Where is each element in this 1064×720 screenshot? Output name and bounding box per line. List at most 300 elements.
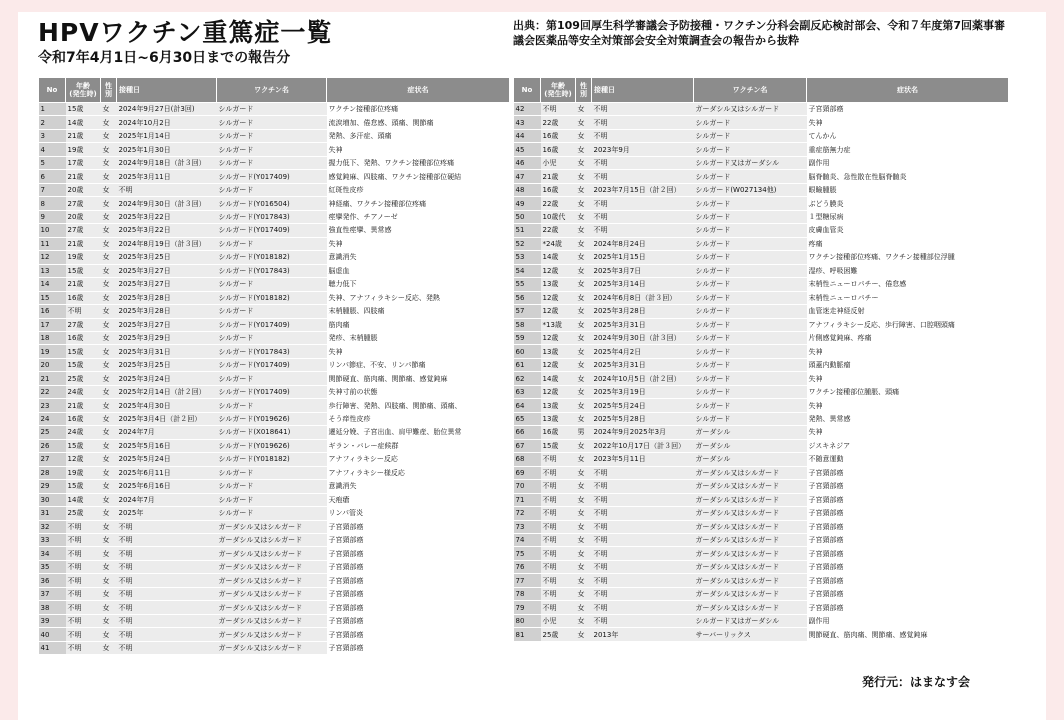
table-row: [39, 224, 510, 237]
vaccine-name: シルガード: [217, 116, 327, 129]
case-age: 不明: [66, 560, 101, 573]
vaccine-name: シルガード: [217, 278, 327, 291]
vaccination-date: 2025年3月25日: [117, 251, 217, 264]
case-age: 不明: [541, 534, 576, 547]
symptom: 天疱瘡: [327, 493, 510, 506]
symptom: 発熱、異常感: [807, 412, 1009, 425]
case-age: 21歳: [66, 237, 101, 250]
table-row: [39, 251, 510, 264]
case-no: 77: [514, 574, 541, 587]
case-no: 70: [514, 480, 541, 493]
case-no: 46: [514, 156, 541, 169]
table-row: [514, 614, 1009, 627]
table-row: [39, 291, 510, 304]
symptom: 子宮頸部癌: [327, 534, 510, 547]
vaccine-name: ガーダシル又はシルガード: [217, 601, 327, 614]
symptom: 神経痛、ワクチン接種部位疼痛: [327, 197, 510, 210]
case-sex: 女: [576, 601, 592, 614]
vaccine-name: シルガード(Y019626): [217, 439, 327, 452]
case-sex: 女: [101, 116, 117, 129]
vaccination-date: 2025年6月11日: [117, 466, 217, 479]
vaccination-date: 不明: [117, 601, 217, 614]
case-sex: 女: [101, 466, 117, 479]
case-no: 37: [39, 587, 66, 600]
case-age: 21歳: [66, 129, 101, 142]
case-sex: 女: [576, 358, 592, 371]
vaccine-name: ガーダシル又はシルガード: [217, 574, 327, 587]
case-no: 31: [39, 507, 66, 520]
case-age: 21歳: [66, 399, 101, 412]
table-row: [514, 197, 1009, 210]
case-no: 71: [514, 493, 541, 506]
vaccine-name: シルガード: [694, 358, 807, 371]
symptom: 失神: [807, 116, 1009, 129]
case-age: 不明: [66, 547, 101, 560]
case-no: 25: [39, 426, 66, 439]
table-row: [39, 628, 510, 641]
vaccination-date: 2024年9月27日(計3回): [117, 103, 217, 116]
case-no: 44: [514, 129, 541, 142]
col-symptom-header: 症状名: [327, 78, 510, 103]
col-date-header: 接種日: [592, 78, 694, 103]
symptom: 遷延分娩、子宮出血、肩甲難産、胎位異常: [327, 426, 510, 439]
vaccine-name: シルガード: [694, 237, 807, 250]
table-row: [514, 358, 1009, 371]
case-age: 12歳: [541, 305, 576, 318]
symptom: 子宮頸部癌: [807, 547, 1009, 560]
case-age: 不明: [541, 587, 576, 600]
case-sex: 女: [101, 156, 117, 169]
case-no: 7: [39, 183, 66, 196]
vaccination-date: 不明: [592, 116, 694, 129]
table-row: [39, 156, 510, 169]
case-no: 5: [39, 156, 66, 169]
case-sex: 女: [576, 493, 592, 506]
case-no: 81: [514, 628, 541, 641]
symptom: 片側感覚鈍麻、疼痛: [807, 331, 1009, 344]
vaccination-date: 不明: [117, 641, 217, 654]
symptom: 末梢性ニューロパチー、倦怠感: [807, 278, 1009, 291]
vaccination-date: 不明: [592, 466, 694, 479]
case-age: 25歳: [66, 372, 101, 385]
symptom: 筋肉痛: [327, 318, 510, 331]
case-sex: 女: [576, 412, 592, 425]
case-no: 50: [514, 210, 541, 223]
col-age-label: 年齢: [551, 82, 565, 90]
table-row: [39, 466, 510, 479]
vaccine-name: シルガード(Y018182): [217, 251, 327, 264]
case-no: 36: [39, 574, 66, 587]
vaccination-date: 2025年3月31日: [592, 358, 694, 371]
table-row: [514, 560, 1009, 573]
case-sex: 女: [576, 520, 592, 533]
case-sex: 女: [101, 331, 117, 344]
case-no: 74: [514, 534, 541, 547]
col-no-header: No: [39, 78, 66, 103]
vaccination-date: 不明: [592, 587, 694, 600]
vaccination-date: 2025年3月7日: [592, 264, 694, 277]
case-no: 16: [39, 305, 66, 318]
case-sex: 女: [101, 345, 117, 358]
vaccination-date: 2025年3月29日: [117, 331, 217, 344]
vaccination-date: 不明: [592, 210, 694, 223]
vaccine-name: シルガード: [694, 331, 807, 344]
vaccination-date: 不明: [592, 547, 694, 560]
case-no: 48: [514, 183, 541, 196]
table-row: [514, 385, 1009, 398]
case-no: 28: [39, 466, 66, 479]
vaccination-date: 2025年3月22日: [117, 224, 217, 237]
table-row: [514, 507, 1009, 520]
case-age: 19歳: [66, 466, 101, 479]
symptom: 子宮頸部癌: [327, 641, 510, 654]
table-row: [39, 641, 510, 654]
case-sex: 女: [101, 534, 117, 547]
vaccination-date: 2025年1月30日: [117, 143, 217, 156]
vaccine-name: シルガード: [694, 399, 807, 412]
vaccine-name: シルガード: [694, 412, 807, 425]
vaccine-name: ガーダシル又はシルガード: [694, 601, 807, 614]
symptom: ぶどう膜炎: [807, 197, 1009, 210]
col-age-header: [541, 78, 576, 103]
vaccination-date: 2025年: [117, 507, 217, 520]
col-sex-header: 性別: [101, 78, 117, 103]
vaccination-date: 2025年5月28日: [592, 412, 694, 425]
vaccination-date: 2024年10月2日: [117, 116, 217, 129]
case-rows-left: [39, 103, 510, 655]
table-row: [514, 116, 1009, 129]
symptom: 末梢性ニューロパチー: [807, 291, 1009, 304]
symptom: 子宮頸部癌: [807, 520, 1009, 533]
vaccine-name: ガーダシル: [694, 426, 807, 439]
case-no: 58: [514, 318, 541, 331]
vaccination-date: 不明: [592, 614, 694, 627]
symptom: 歩行障害、発熱、四肢痛、関節痛、頭痛、: [327, 399, 510, 412]
case-age: 不明: [66, 305, 101, 318]
case-sex: 女: [576, 305, 592, 318]
case-age: 14歳: [66, 116, 101, 129]
vaccine-name: シルガード(Y017409): [217, 170, 327, 183]
vaccination-date: 2025年3月19日: [592, 385, 694, 398]
vaccination-date: 2023年7月15日（計２回）: [592, 183, 694, 196]
vaccine-name: ガーダシル又はシルガード: [217, 614, 327, 627]
col-date-header: 接種日: [117, 78, 217, 103]
symptom: リンパ管炎: [327, 507, 510, 520]
symptom: ワクチン接種部位疼痛、ワクチン接種部位浮腫: [807, 251, 1009, 264]
case-no: 1: [39, 103, 66, 116]
case-age: 不明: [541, 560, 576, 573]
vaccination-date: 2025年3月22日: [117, 210, 217, 223]
table-row: [39, 183, 510, 196]
vaccination-date: 不明: [117, 587, 217, 600]
vaccination-date: 不明: [592, 507, 694, 520]
case-table-right: [513, 77, 1009, 642]
vaccine-name: ガーダシル又はシルガード: [694, 534, 807, 547]
vaccination-date: 2025年3月28日: [117, 291, 217, 304]
vaccination-date: 2024年9月30日（計３回）: [117, 197, 217, 210]
vaccination-date: 不明: [117, 534, 217, 547]
table-row: [514, 183, 1009, 196]
case-sex: 女: [101, 628, 117, 641]
table-row: [39, 264, 510, 277]
vaccine-name: ガーダシル又はシルガード: [217, 547, 327, 560]
symptom: 発熱、多汗症、頭痛: [327, 129, 510, 142]
vaccine-name: シルガード: [217, 372, 327, 385]
case-no: 59: [514, 331, 541, 344]
case-no: 19: [39, 345, 66, 358]
vaccine-name: ガーダシル又はシルガード: [694, 480, 807, 493]
case-no: 11: [39, 237, 66, 250]
vaccination-date: 2024年9月18日（計３回）: [117, 156, 217, 169]
symptom: ワクチン接種部位腫脹、頭痛: [807, 385, 1009, 398]
table-row: [39, 197, 510, 210]
case-sex: 女: [576, 628, 592, 641]
case-no: 60: [514, 345, 541, 358]
vaccine-name: シルガード(Y019626): [217, 412, 327, 425]
case-age: 不明: [66, 587, 101, 600]
vaccination-date: 2025年2月14日（計２回）: [117, 385, 217, 398]
table-row: [39, 372, 510, 385]
case-sex: 女: [576, 129, 592, 142]
case-no: 6: [39, 170, 66, 183]
table-row: [39, 534, 510, 547]
symptom: 子宮頸部癌: [327, 520, 510, 533]
col-vaccine-header: ワクチン名: [694, 78, 807, 103]
table-row: [39, 103, 510, 116]
vaccine-name: シルガード: [217, 493, 327, 506]
vaccination-date: 不明: [592, 493, 694, 506]
table-row: [514, 466, 1009, 479]
vaccination-date: 2024年8月24日: [592, 237, 694, 250]
symptom: 失神: [807, 345, 1009, 358]
table-header-row: [514, 78, 1009, 103]
table-row: [514, 170, 1009, 183]
vaccine-name: ガーダシル又はシルガード: [694, 574, 807, 587]
case-no: 62: [514, 372, 541, 385]
vaccination-date: 不明: [592, 534, 694, 547]
case-no: 54: [514, 264, 541, 277]
table-row: [39, 520, 510, 533]
case-no: 13: [39, 264, 66, 277]
symptom: 関節硬直、筋肉痛、関節痛、感覚鈍麻: [327, 372, 510, 385]
symptom: 子宮頸部癌: [327, 574, 510, 587]
vaccine-name: ガーダシル又はシルガード: [217, 587, 327, 600]
symptom: 紅斑性皮疹: [327, 183, 510, 196]
case-no: 12: [39, 251, 66, 264]
case-age: 14歳: [541, 251, 576, 264]
table-row: [514, 224, 1009, 237]
case-sex: 女: [101, 129, 117, 142]
vaccine-name: シルガード: [694, 305, 807, 318]
case-age: 22歳: [541, 197, 576, 210]
symptom: 子宮頸部癌: [327, 601, 510, 614]
symptom: 子宮頸部癌: [327, 547, 510, 560]
case-sex: 女: [576, 251, 592, 264]
case-no: 9: [39, 210, 66, 223]
vaccine-name: シルガード(Y018182): [217, 453, 327, 466]
case-age: 24歳: [66, 385, 101, 398]
vaccination-date: 2025年3月31日: [117, 345, 217, 358]
symptom: 失神: [327, 143, 510, 156]
case-no: 39: [39, 614, 66, 627]
table-row: [514, 399, 1009, 412]
col-symptom-header: 症状名: [807, 78, 1009, 103]
vaccine-name: シルガード: [217, 183, 327, 196]
symptom: 不随意運動: [807, 453, 1009, 466]
case-age: 27歳: [66, 197, 101, 210]
table-row: [514, 547, 1009, 560]
vaccine-name: シルガード: [694, 345, 807, 358]
case-sex: 女: [576, 156, 592, 169]
vaccine-name: シルガード: [694, 318, 807, 331]
case-sex: 女: [576, 614, 592, 627]
symptom: 子宮頸部癌: [327, 587, 510, 600]
case-age: 16歳: [541, 143, 576, 156]
case-sex: 女: [101, 601, 117, 614]
case-no: 32: [39, 520, 66, 533]
case-no: 15: [39, 291, 66, 304]
col-age-label: 年齢: [76, 82, 90, 90]
vaccination-date: 2022年10月17日（計３回）: [592, 439, 694, 452]
vaccine-name: ガーダシル又はシルガード: [694, 507, 807, 520]
table-row: [39, 493, 510, 506]
symptom: 握力低下、発熱、ワクチン接種部位疼痛: [327, 156, 510, 169]
case-sex: 女: [576, 291, 592, 304]
case-sex: 女: [576, 345, 592, 358]
symptom: 湿疹、呼吸困難: [807, 264, 1009, 277]
symptom: 聴力低下: [327, 278, 510, 291]
case-no: 34: [39, 547, 66, 560]
case-sex: 女: [576, 103, 592, 116]
case-age: 12歳: [541, 385, 576, 398]
vaccine-name: シルガード又はガーダシル: [694, 614, 807, 627]
case-sex: 女: [101, 399, 117, 412]
case-age: 12歳: [541, 264, 576, 277]
case-no: 2: [39, 116, 66, 129]
symptom: リンパ節症、不安、リンパ節痛: [327, 358, 510, 371]
symptom: ジスキネジア: [807, 439, 1009, 452]
table-row: [39, 614, 510, 627]
table-row: [39, 331, 510, 344]
case-no: 49: [514, 197, 541, 210]
case-no: 23: [39, 399, 66, 412]
case-sex: 女: [576, 560, 592, 573]
case-sex: 女: [101, 251, 117, 264]
case-age: 不明: [66, 628, 101, 641]
table-row: [514, 264, 1009, 277]
case-no: 45: [514, 143, 541, 156]
case-age: 不明: [66, 520, 101, 533]
case-age: 16歳: [541, 183, 576, 196]
symptom: 血管迷走神経反射: [807, 305, 1009, 318]
vaccine-name: シルガード: [694, 129, 807, 142]
table-row: [514, 439, 1009, 452]
case-sex: 女: [576, 116, 592, 129]
vaccination-date: 不明: [592, 601, 694, 614]
vaccine-name: シルガード: [217, 466, 327, 479]
vaccination-date: 2024年7月: [117, 426, 217, 439]
vaccine-name: シルガード: [694, 116, 807, 129]
vaccination-date: 不明: [592, 560, 694, 573]
vaccination-date: 不明: [592, 170, 694, 183]
vaccine-name: シルガード: [694, 251, 807, 264]
case-age: 不明: [541, 493, 576, 506]
symptom: そう痒性皮疹: [327, 412, 510, 425]
case-age: 16歳: [66, 412, 101, 425]
table-row: [39, 143, 510, 156]
symptom: 副作用: [807, 614, 1009, 627]
case-no: 42: [514, 103, 541, 116]
case-sex: 女: [101, 103, 117, 116]
case-sex: 女: [101, 574, 117, 587]
case-age: 24歳: [66, 426, 101, 439]
vaccine-name: ガーダシル又はシルガード: [694, 547, 807, 560]
report-period: 令和7年4月1日~6月30日までの報告分: [38, 50, 291, 66]
case-no: 17: [39, 318, 66, 331]
case-no: 73: [514, 520, 541, 533]
vaccine-name: シルガード: [217, 143, 327, 156]
case-age: 27歳: [66, 318, 101, 331]
vaccination-date: 不明: [117, 574, 217, 587]
case-age: 13歳: [541, 412, 576, 425]
symptom: 子宮頸部癌: [807, 560, 1009, 573]
vaccination-date: 不明: [592, 156, 694, 169]
case-age: 不明: [66, 641, 101, 654]
case-no: 24: [39, 412, 66, 425]
vaccine-name: シルガード: [694, 197, 807, 210]
table-row: [39, 210, 510, 223]
case-sex: 女: [576, 197, 592, 210]
vaccination-date: 2024年9月2025年3月: [592, 426, 694, 439]
vaccine-name: シルガード(Y017409): [217, 318, 327, 331]
symptom: 頭蓋内動脈瘤: [807, 358, 1009, 371]
symptom: 強直性痙攣、異常感: [327, 224, 510, 237]
case-sex: 女: [576, 264, 592, 277]
vaccine-name: シルガード(Y017843): [217, 264, 327, 277]
table-row: [39, 412, 510, 425]
case-age: *13歳: [541, 318, 576, 331]
symptom: 脳脊髄炎、急性散在性脳脊髄炎: [807, 170, 1009, 183]
case-sex: 女: [101, 385, 117, 398]
table-row: [39, 170, 510, 183]
symptom: アナフィラキシー反応: [327, 453, 510, 466]
table-row: [514, 587, 1009, 600]
table-row: [39, 278, 510, 291]
case-sex: 女: [576, 183, 592, 196]
case-sex: 女: [101, 614, 117, 627]
vaccine-name: ガーダシル又はシルガード: [694, 587, 807, 600]
case-sex: 女: [101, 318, 117, 331]
vaccine-name: シルガード(Y017843): [217, 345, 327, 358]
vaccination-date: 不明: [117, 183, 217, 196]
vaccination-date: 2025年3月11日: [117, 170, 217, 183]
case-no: 55: [514, 278, 541, 291]
table-row: [39, 574, 510, 587]
symptom: 子宮頸部癌: [807, 103, 1009, 116]
vaccination-date: 2025年4月2日: [592, 345, 694, 358]
case-sex: 女: [101, 358, 117, 371]
case-no: 27: [39, 453, 66, 466]
vaccine-name: シルガード: [694, 210, 807, 223]
case-sex: 女: [101, 426, 117, 439]
case-sex: 女: [101, 493, 117, 506]
symptom: 子宮頸部癌: [807, 466, 1009, 479]
case-age: 不明: [541, 103, 576, 116]
table-row: [514, 574, 1009, 587]
case-no: 18: [39, 331, 66, 344]
case-no: 40: [39, 628, 66, 641]
case-age: 10歳代: [541, 210, 576, 223]
